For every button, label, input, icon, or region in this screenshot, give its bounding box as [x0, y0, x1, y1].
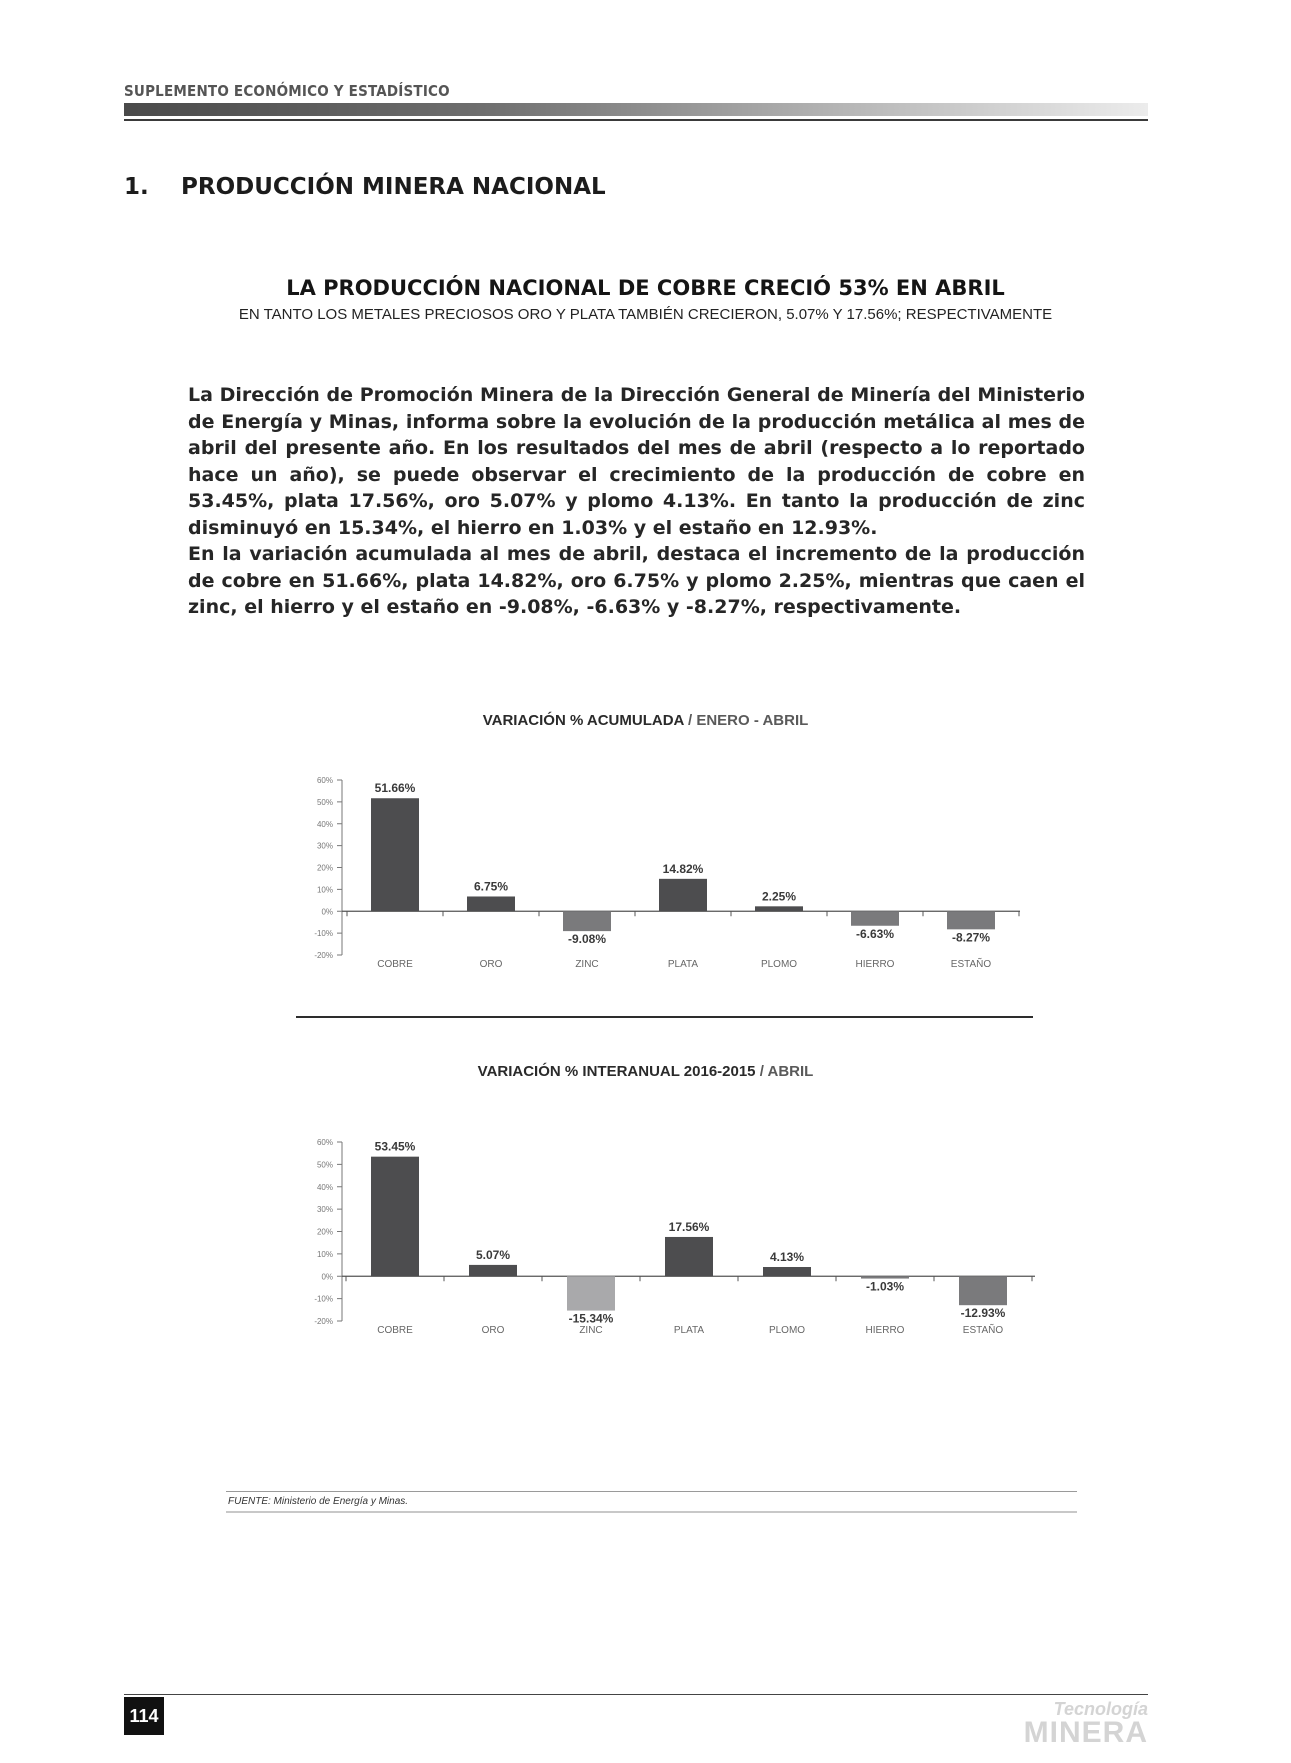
- chart-1-value-label: 51.66%: [374, 781, 416, 796]
- chart-2-bar-oro: [469, 1265, 517, 1276]
- chart-1-category-label: PLATA: [667, 959, 699, 970]
- brand-logo-big: MINERA: [1023, 1716, 1148, 1749]
- supplement-header-title: SUPLEMENTO ECONÓMICO Y ESTADÍSTICO: [124, 82, 450, 100]
- chart-1-y-tick-label: -10%: [314, 929, 333, 939]
- chart-2-bar-hierro: [861, 1276, 909, 1278]
- article-headline: LA PRODUCCIÓN NACIONAL DE COBRE CRECIÓ 53% EN ABRIL: [286, 276, 1005, 300]
- chart-1-bar-plata: [659, 879, 707, 911]
- brand-logo: [1024, 1700, 1148, 1748]
- chart-2-y-tick-label: 0%: [321, 1272, 333, 1282]
- chart-1-category-label: COBRE: [377, 959, 413, 970]
- chart-1-y-tick-label: 0%: [321, 907, 333, 917]
- chart-1-category-label: PLOMO: [760, 959, 798, 970]
- chart-2-y-tick-label: 30%: [316, 1205, 333, 1215]
- chart-2-y-tick-label: 60%: [316, 1138, 333, 1147]
- chart-2-category-label: HIERRO: [865, 1325, 905, 1336]
- chart-1-y-tick-label: 50%: [316, 797, 333, 807]
- chart-1-bar-cobre: [371, 798, 419, 911]
- chart-2-y-tick-label: -20%: [314, 1317, 333, 1326]
- chart-2-bar-plomo: [763, 1267, 811, 1276]
- chart-2-y-tick-label: -10%: [314, 1294, 333, 1304]
- chart-divider: [296, 1016, 1033, 1018]
- article-paragraph-1: La Dirección de Promoción Minera de la Dirección General de Minería del Ministerio de Energía y Minas, informa sobre la evolución de la producción metálica al mes de abril del presente año. En los resultados del mes de abril (respecto a lo reportado hace un año), se puede observar el crecimiento de la producción de cobre en 53.45%, plata 17.56%, oro 5.07% y plomo 4.13%. En tanto la producción de zinc disminuyó en 15.34%, el hierro en 1.03% y el estaño en 12.93%.: [188, 384, 1085, 539]
- article-subheadline: EN TANTO LOS METALES PRECIOSOS ORO Y PLATA TAMBIÉN CRECIERON, 5.07% Y 17.56%; RESPECTIVAMENTE: [238, 306, 1053, 323]
- chart-2-value-label: -1.03%: [865, 1279, 905, 1294]
- chart-1-y-tick-label: 30%: [316, 841, 333, 851]
- chart-1-value-label: 6.75%: [473, 879, 509, 894]
- chart-1-category-label: HIERRO: [855, 959, 895, 970]
- chart-1-value-label: 2.25%: [761, 889, 797, 904]
- chart-1-bar-zinc: [563, 911, 611, 931]
- chart-2-value-label: 5.07%: [475, 1247, 511, 1262]
- chart-2-bar-plata: [665, 1237, 713, 1276]
- chart-1-bar-estaño: [947, 911, 995, 929]
- chart-2-y-tick-label: 40%: [316, 1182, 333, 1192]
- page-number: 114: [124, 1697, 164, 1735]
- chart-1-bar-hierro: [851, 911, 899, 926]
- source-rule-bottom: [226, 1511, 1077, 1513]
- section-title: PRODUCCIÓN MINERA NACIONAL: [181, 174, 606, 200]
- chart-1-category-label: ESTAÑO: [950, 959, 992, 970]
- chart-1-bar-oro: [467, 896, 515, 911]
- chart-2-category-label: ZINC: [579, 1325, 603, 1336]
- chart-2-bar-zinc: [567, 1276, 615, 1310]
- footer-rule: [124, 1694, 1148, 1695]
- chart-2-category-label: ESTAÑO: [962, 1325, 1004, 1336]
- chart-1-y-tick-label: 60%: [316, 776, 333, 785]
- header-gradient-bar: [124, 103, 1148, 116]
- chart-2-title-main: VARIACIÓN % INTERANUAL 2016-2015: [477, 1063, 756, 1080]
- chart-1-value-label: -9.08%: [567, 932, 607, 947]
- chart-2-value-label: -15.34%: [568, 1311, 614, 1326]
- chart-1-value-label: 14.82%: [662, 861, 704, 876]
- chart-2-category-label: PLOMO: [768, 1325, 806, 1336]
- header-rule: [124, 119, 1148, 121]
- chart-1-y-tick-label: -20%: [314, 951, 333, 960]
- chart-2-bar-estaño: [959, 1276, 1007, 1305]
- chart-2-y-tick-label: 20%: [316, 1227, 333, 1237]
- chart-1-bar-chart: [300, 770, 1040, 980]
- chart-1-value-label: -8.27%: [951, 930, 991, 945]
- chart-1-y-tick-label: 40%: [316, 819, 333, 829]
- chart-1-title-accent: / ENERO - ABRIL: [688, 712, 809, 729]
- chart-2-title-accent: / ABRIL: [759, 1063, 814, 1080]
- article-paragraph-2: En la variación acumulada al mes de abril, destaca el incremento de la producción de cobre en 51.66%, plata 14.82%, oro 6.75% y plomo 2.25%, mientras que caen el zinc, el hierro y el estaño en -9.08%, -6.63% y -8.27%, respectivamente.: [188, 543, 1085, 618]
- chart-2-category-label: COBRE: [377, 1325, 413, 1336]
- chart-2-y-tick-label: 50%: [316, 1160, 333, 1170]
- chart-1-category-label: ZINC: [575, 959, 599, 970]
- section-heading: [124, 174, 606, 200]
- brand-logo-small: Tecnología: [1053, 1699, 1148, 1719]
- chart-2-bar-chart: [300, 1130, 1050, 1345]
- chart-2-value-label: -12.93%: [960, 1306, 1006, 1321]
- article-body: [188, 382, 1085, 621]
- chart-2-value-label: 4.13%: [769, 1250, 805, 1265]
- source-rule-top: [226, 1491, 1077, 1492]
- chart-1-y-tick-label: 10%: [316, 885, 333, 895]
- section-number: 1.: [124, 174, 149, 200]
- chart-2-value-label: 17.56%: [668, 1219, 710, 1234]
- chart-1-value-label: -6.63%: [855, 926, 895, 941]
- chart-1-category-label: ORO: [479, 959, 503, 970]
- chart-2-category-label: PLATA: [673, 1325, 705, 1336]
- chart-1-title: [0, 712, 1291, 729]
- chart-2-bar-cobre: [371, 1157, 419, 1277]
- chart-1-title-main: VARIACIÓN % ACUMULADA: [482, 712, 684, 729]
- chart-2-category-label: ORO: [481, 1325, 505, 1336]
- chart-2-title: [0, 1063, 1291, 1080]
- chart-2-y-tick-label: 10%: [316, 1249, 333, 1259]
- chart-1-bar-plomo: [755, 906, 803, 911]
- chart-1-y-tick-label: 20%: [316, 863, 333, 873]
- source-note: FUENTE: Ministerio de Energía y Minas.: [228, 1496, 409, 1507]
- chart-2-value-label: 53.45%: [374, 1139, 416, 1154]
